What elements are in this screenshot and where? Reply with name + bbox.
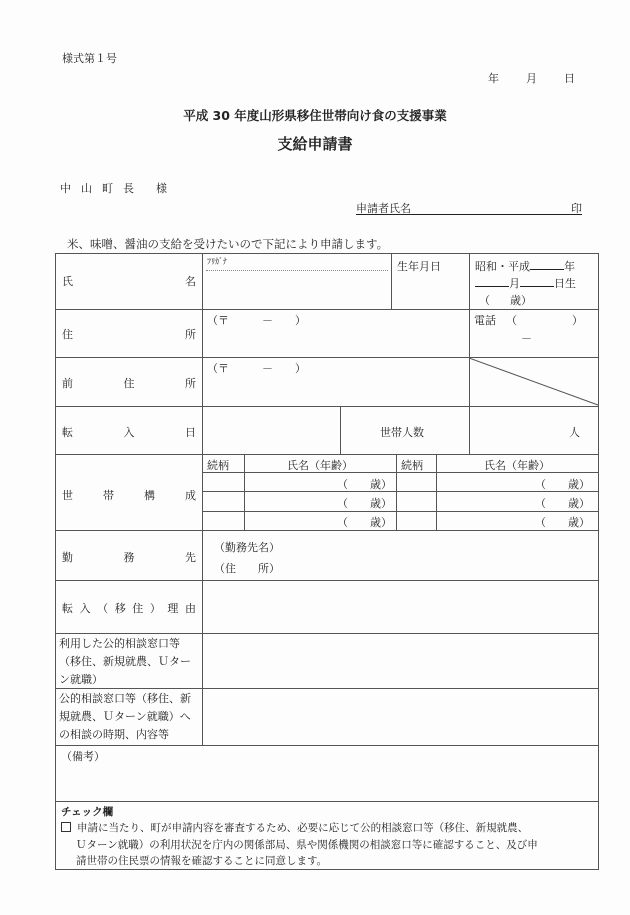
label-line: 公的相談窓口等（移住、新 [59,692,191,705]
applicant-label: 申請者氏名 [356,202,411,215]
label-char: 転 [62,426,73,439]
consent-checkbox-row[interactable] [61,820,538,870]
addressee-char: 山 [81,182,92,195]
work-address-field[interactable]: （住 所） [214,562,280,575]
label-line: （移住、新規就農、Ｕター [59,655,191,668]
form-number: 様式第１号 [62,52,117,65]
remarks-label: （備考） [61,750,105,763]
date-day: 日 [564,72,575,85]
consent-checkbox[interactable] [61,822,71,832]
move-in-label [62,424,196,440]
household-header-name: 氏名（年齢） [287,459,353,472]
label-line: の相談の時期、内容等 [59,728,169,741]
consent-text: 請世帯の住民票の情報を確認することに同意します。 [76,855,328,867]
label-char: 転 [62,602,73,615]
addressee-char: 町 [102,182,113,195]
label-char: 先 [185,551,196,564]
diagonal-strike [469,357,599,406]
household-row-age[interactable]: （ 歳） [337,516,392,529]
remarks-input[interactable] [57,764,596,800]
household-header-relation: 続柄 [207,459,229,472]
label-char: 由 [184,602,196,615]
name-input[interactable] [206,272,388,306]
move-in-date-input[interactable] [204,408,338,452]
label-char: 入 [79,602,91,615]
birth-date-field[interactable] [475,258,575,274]
birth-year-unit: 年 [564,260,575,273]
label-char: 勤 [62,551,73,564]
intro-text: 米、味噌、醤油の支給を受けたいので下記により申請します。 [67,237,389,251]
reason-label [62,600,196,616]
prev-postal-code-field[interactable]: （〒 － ） [207,362,306,375]
label-char: 所 [185,328,196,341]
label-char: 帯 [103,489,114,502]
addressee-char: 様 [156,182,167,195]
addressee [60,180,167,196]
label-char: 理 [167,602,179,615]
age-open: （ [479,294,490,307]
household-label [62,487,196,503]
prev-address-label [62,375,196,391]
label-char: ） [149,602,161,615]
household-count-unit: 人 [569,426,580,439]
birth-day-unit: 日生 [554,277,576,290]
household-count-label: 世帯人数 [380,426,424,439]
check-title: チェック欄 [61,806,114,818]
label-char: 入 [123,426,135,439]
seal-mark: 印 [571,202,582,215]
address-label [62,326,196,342]
work-name-field[interactable]: （勤務先名） [214,541,280,554]
label-char: 名 [185,275,196,288]
birth-era: 昭和・平成 [475,260,530,273]
household-row-age[interactable]: （ 歳） [337,497,392,510]
date-year: 年 [488,72,499,85]
age-field[interactable] [479,292,532,308]
label-char: 住 [132,602,144,615]
reason-input[interactable] [204,582,596,632]
consult-used-label [59,635,191,689]
consult-used-input[interactable] [204,635,596,687]
consent-text: 申請に当たり、町が申請内容を審査するため、必要に応じて公的相談窓口等（移住、新規就農、 [77,822,529,834]
label-char: 構 [144,489,155,502]
birth-label: 生年月日 [397,260,441,273]
title-line1: 平成 30 年度山形県移住世帯向け食の支援事業 [183,108,447,123]
household-row-age[interactable]: （ 歳） [535,478,590,491]
consent-text: Ｕターン就職）の利用状況を庁内の関係部局、県や関係機関の相談窓口等に確認すること、及び申 [76,838,538,851]
birth-month-unit: 月 [509,277,520,290]
label-line: 規就農、Ｕターン就職）へ [59,710,191,723]
label-char: 前 [62,377,73,390]
phone-label: 電話 [474,314,496,327]
name-label [62,273,196,289]
household-header-name: 氏名（年齢） [484,459,550,472]
label-line: 利用した公的相談窓口等 [59,637,180,650]
consult-timing-input[interactable] [204,690,596,744]
postal-code-field[interactable]: （〒 － ） [207,314,306,327]
phone-dash: － [521,332,532,345]
addressee-char: 中 [60,182,71,195]
page-title: 支給申請書 [277,135,353,153]
furigana-label: ﾌﾘｶﾞﾅ [207,257,227,266]
label-char: （ [97,602,109,615]
label-char: 務 [123,551,135,564]
household-row-age[interactable]: （ 歳） [535,497,590,510]
label-char: 住 [62,328,73,341]
work-label [62,549,196,565]
label-char: 成 [185,489,196,502]
consult-timing-label [59,690,191,744]
household-row-age[interactable]: （ 歳） [535,516,590,529]
label-char: 住 [123,377,135,390]
applicant-name-field[interactable] [356,200,582,215]
addressee-char: 長 [123,182,134,195]
label-char: 所 [185,377,196,390]
phone-area-code: （ ） [506,314,583,327]
label-char: 氏 [62,275,73,288]
label-char: 世 [62,489,73,502]
date-month: 月 [526,72,537,85]
date-field[interactable] [488,70,575,86]
age-close: 歳） [510,294,532,307]
household-row-age[interactable]: （ 歳） [337,478,392,491]
household-header-relation: 続柄 [401,459,423,472]
label-char: 日 [185,426,196,439]
label-line: ン就職） [59,673,103,686]
label-char: 移 [114,602,126,615]
phone-field[interactable] [474,312,583,328]
